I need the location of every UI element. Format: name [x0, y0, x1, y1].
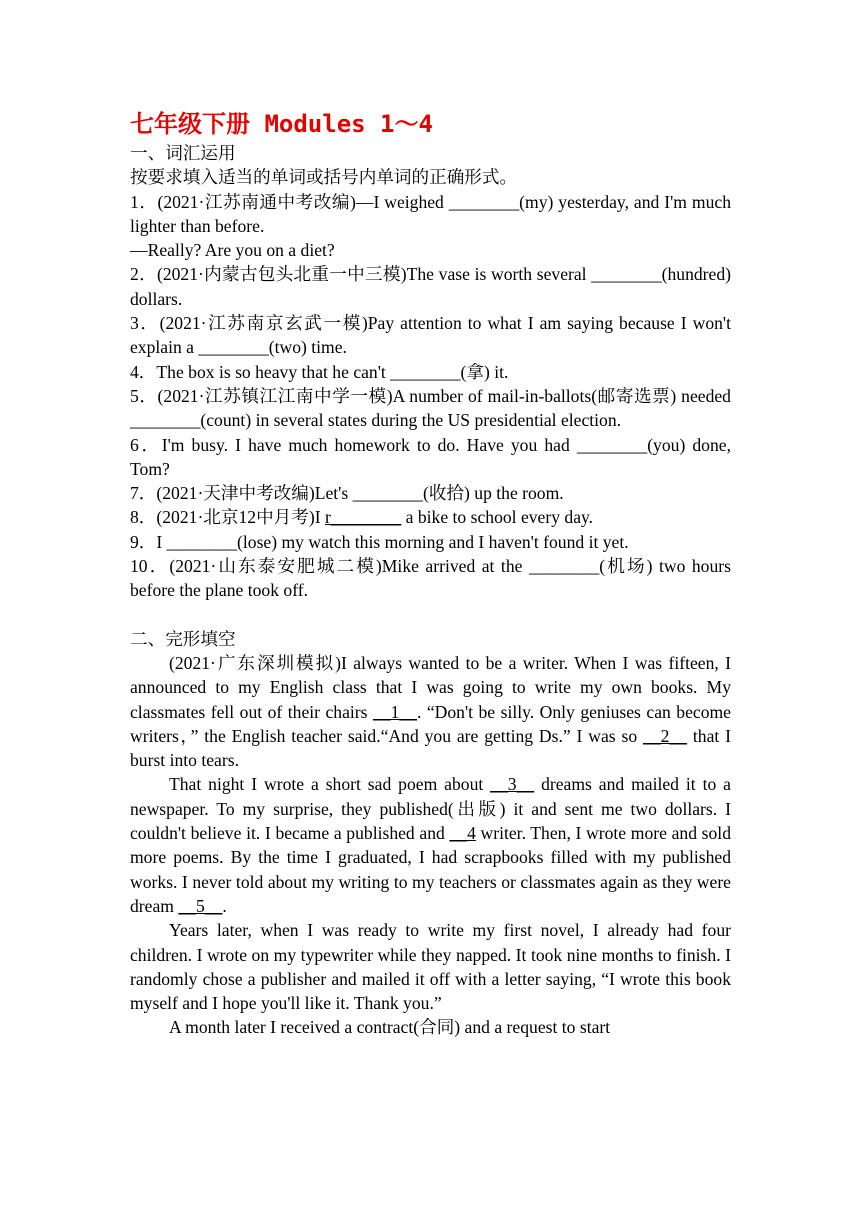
- question-1: 1．(2021·江苏南通中考改编)—I weighed ________(my) yesterday, and I'm much lighter than before.: [130, 191, 731, 236]
- question-1-reply: —Really? Are you on a diet?: [130, 240, 335, 261]
- cloze-blank-3: __3__: [490, 774, 535, 795]
- section1-instruction: 按要求填入适当的单词或括号内单词的正确形式。: [130, 167, 518, 188]
- question-6: 6．I'm busy. I have much homework to do. Have you had ________(you) done, Tom?: [130, 434, 731, 479]
- section2-heading: 二、完形填空: [130, 628, 236, 649]
- question-7: 7．(2021·天津中考改编)Let's ________(收拾) up the room.: [130, 483, 564, 504]
- question-5: 5．(2021·江苏镇江江南中学一模)A number of mail-in-ballots(邮寄选票) needed ________(count) in several states during the US presidential election.: [130, 385, 731, 431]
- cloze-blank-1: __1__: [372, 701, 417, 722]
- section-gap: [130, 603, 731, 627]
- passage-paragraph-1: (2021·广东深圳模拟)I always wanted to be a writer. When I was fifteen, I announced to my English class that I was going to write my own books. My classmates fell out of their chairs __1__. “Don't be silly. Only geniuses can become writers，” the English teacher said.“And you are getting Ds.” I was so __2__ that I burst into tears.: [130, 652, 731, 771]
- document-title: 七年级下册 Modules 1～4: [130, 110, 433, 138]
- cloze-blank-2: __2__: [643, 725, 688, 746]
- question-2: 2．(2021·内蒙古包头北重一中三模)The vase is worth several ________(hundred) dollars.: [130, 264, 731, 309]
- question-9: 9．I ________(lose) my watch this morning and I haven't found it yet.: [130, 531, 629, 552]
- passage-paragraph-2: That night I wrote a short sad poem about __3__ dreams and mailed it to a newspaper. To my surprise, they published(出版) it and sent me two dollars. I couldn't believe it. I became a published and __4 writer. Then, I wrote more and sold more poems. By the time I graduated, I had scrapbooks filled with my published works. I never told about my writing to my teachers or classmates again as they were dream __5__.: [130, 774, 731, 916]
- cloze-blank-5: __5__: [178, 895, 223, 916]
- passage-paragraph-4: A month later I received a contract(合同) and a request to start: [169, 1017, 611, 1038]
- question-3: 3．(2021·江苏南京玄武一模)Pay attention to what I am saying because I won't explain a ________(two) time.: [130, 313, 731, 358]
- passage-paragraph-3: Years later, when I was ready to write my first novel, I already had four children. I wrote on my typewriter while they napped. It took nine months to finish. I randomly chose a publisher and mailed it off with a letter saying, “I wrote this book myself and I hope you'll like it. Thank you.”: [130, 920, 731, 1014]
- section1-heading: 一、词汇运用: [130, 143, 236, 163]
- question-8: 8．(2021·北京12中月考)I r________ a bike to school every day.: [130, 507, 594, 528]
- answer-blank: r________: [325, 507, 402, 528]
- document-body: [130, 110, 731, 1040]
- question-4: 4．The box is so heavy that he can't ________(拿) it.: [130, 361, 509, 382]
- question-10: 10．(2021·山东泰安肥城二模)Mike arrived at the ________(机场) two hours before the plane took off.: [130, 556, 731, 601]
- cloze-blank-4: __4: [449, 823, 476, 844]
